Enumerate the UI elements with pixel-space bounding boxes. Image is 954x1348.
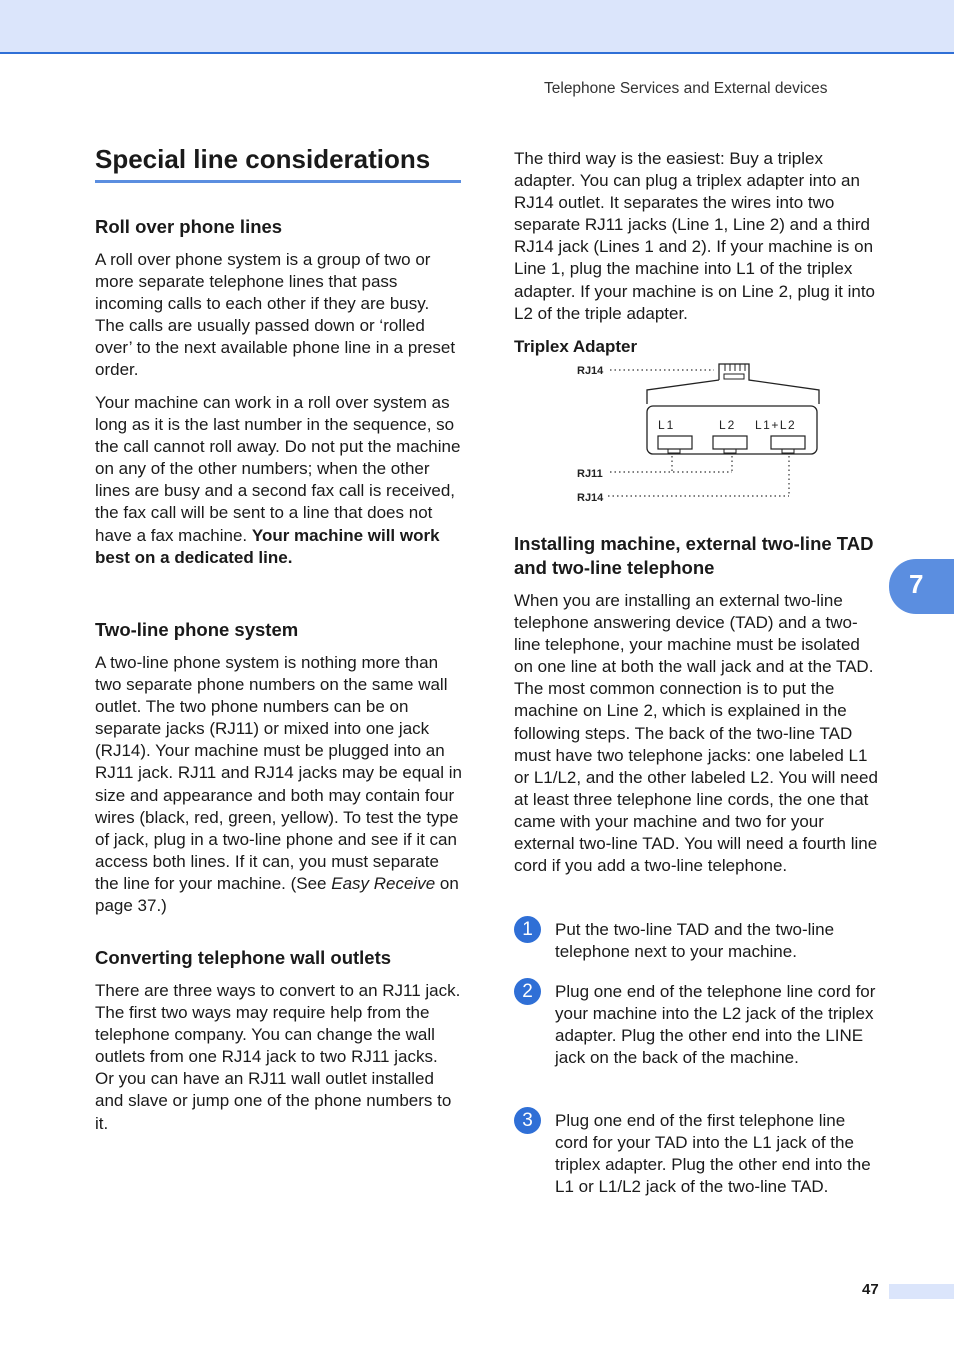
heading-roll-over: Roll over phone lines <box>95 216 283 237</box>
chapter-number: 7 <box>909 569 924 599</box>
footer-bar <box>889 1284 954 1299</box>
step-text: Plug one end of the telephone line cord for your machine into the L2 jack of the triplex adapter. Plug the other end into the LINE jack on the back of the machine. <box>555 982 876 1068</box>
paragraph-converting: There are three ways to convert to an RJ11 jack. The first two ways may require help from the telephone company. You can change the wall outlets from one RJ14 jack to two RJ11 jacks. Or you can have an RJ11 wall outlet installed and slave or jump one of the phone numbers to it. <box>95 981 461 1133</box>
paragraph-text-end: on page 37.) <box>95 873 459 916</box>
callout-rj11: RJ11 <box>577 468 603 480</box>
title-underline <box>95 180 461 183</box>
jack-label-l2: L2 <box>719 418 737 432</box>
page-number: 47 <box>862 1281 879 1298</box>
running-title: Telephone Services and External devices <box>544 80 828 97</box>
paragraph-third-way: The third way is the easiest: Buy a triplex adapter. You can plug a triplex adapter into an RJ14 outlet. It separates the wires into two separate RJ11 jacks (Line 1, Line 2) and a third RJ14 jack (Lines 1 and 2). If your machine is on Line 1, plug the machine into L1 of the triplex adapter. If your machine is on Line 2, plug it into L2 of the triple adapter. <box>514 149 876 323</box>
easy-receive-reference: Easy Receive <box>331 873 436 893</box>
triplex-adapter-diagram <box>574 356 834 512</box>
jack-label-l1l2: L1+L2 <box>755 418 797 432</box>
chapter-tab <box>889 559 954 614</box>
jack-label-l1: L1 <box>658 418 676 432</box>
heading-converting: Converting telephone wall outlets <box>95 947 392 968</box>
page-title: Special line considerations <box>95 144 431 174</box>
paragraph-text: Your machine can work in a roll over system as long as it is the last number in the sequence, so the call cannot roll away. Do not put the machine on any of the other numbers; when the other lines are busy and a second fax call is received, the fax call will be sent to a line that does not have a fax machine. <box>95 393 461 545</box>
step-number: 1 <box>514 916 541 943</box>
paragraph-bold: Your machine will work best on a dedicated line. <box>95 525 440 567</box>
step-number: 3 <box>514 1107 541 1134</box>
callout-rj14-top: RJ14 <box>577 365 604 377</box>
step-text: Plug one end of the first telephone line cord for your TAD into the L1 jack of the triplex adapter. Plug the other end into the L1 or L1/L2 jack of the two-line TAD. <box>555 1111 871 1197</box>
paragraph-installing: When you are installing an external two-line telephone answering device (TAD) and a two-line telephone, your machine must be isolated on one line at both the wall jack and at the TAD. The most common connection is to put the machine on Line 2, which is explained in the following steps. The back of the two-line TAD must have two telephone jacks: one labeled L1 or L1/L2, and the other labeled L2. You will need at least three telephone line cords, the one that came with your machine and two for your external two-line TAD. You will need a fourth line cord if you add a two-line telephone. <box>514 591 878 876</box>
triplex-adapter-label: Triplex Adapter <box>514 337 638 356</box>
paragraph-roll-over-2 <box>95 392 461 569</box>
callout-rj14-bottom: RJ14 <box>577 492 604 504</box>
paragraph-roll-over-1: A roll over phone system is a group of two or more separate telephone lines that pass incoming calls to each other if they are busy. The calls are usually passed down or ‘rolled over’ to the next available phone line in a preset order. <box>95 250 456 380</box>
heading-installing: Installing machine, external two-line TAD and two-line telephone <box>514 533 874 578</box>
header-bar <box>0 0 954 54</box>
step-number: 2 <box>514 978 541 1005</box>
paragraph-text: A two-line phone system is nothing more than two separate phone numbers on the same wall outlet. The two phone numbers can be on separate jacks (RJ11) or mixed into one jack (RJ14). Your machine must be plugged into an RJ11 jack. RJ11 and RJ14 jacks may be equal in size and appearance and both may contain four wires (black, red, green, yellow). To test the type of jack, plug in a two-line phone and see if it can access both lines. If it can, you must separate the line for your machine. (See <box>95 653 462 893</box>
heading-two-line: Two-line phone system <box>95 619 299 640</box>
step-text: Put the two-line TAD and the two-line telephone next to your machine. <box>555 920 835 962</box>
paragraph-two-line <box>95 652 463 917</box>
